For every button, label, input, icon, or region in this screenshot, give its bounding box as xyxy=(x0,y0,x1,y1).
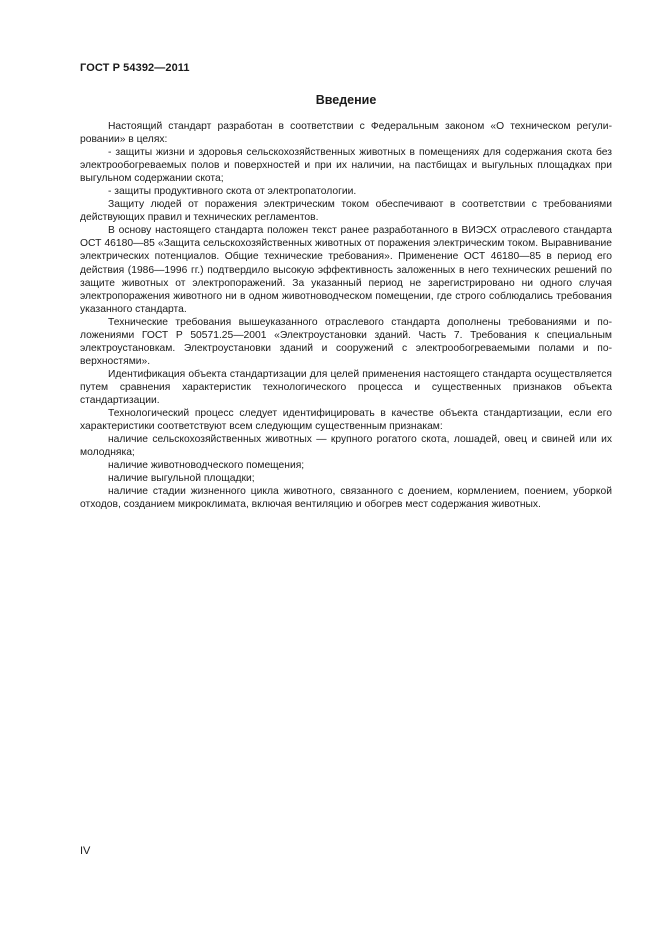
document-body xyxy=(80,120,612,511)
paragraph-goal-life-health: - защиты жизни и здоровья сельскохозяйственных животных в помещениях для содержания скота без электрообогреваемых полов и поверхностей и при их наличии, на пастбищах и выгульных площадках при выгульном содержании скота; xyxy=(80,147,612,185)
paragraph-technical-requirements: Технические требования вышеуказанного отраслевого стандарта дополнены требованиями и положениями ГОСТ Р 50571.25—2001 «Электроустановки зданий. Часть 7. Требования к специальным электроустановкам. Электроустановки зданий и сооружений с электрообогреваемыми полами и поверхностями». xyxy=(80,316,612,367)
paragraph-intro: Настоящий стандарт разработан в соответствии с Федеральным законом «О техническом регулировании» в целях: xyxy=(80,121,612,146)
list-item-animals: наличие сельскохозяйственных животных — крупного рогатого скота, лошадей, овец и свиней или их молодняка; xyxy=(80,434,612,459)
list-item-livestock-building: наличие животноводческого помещения; xyxy=(108,460,305,472)
paragraph-goal-electropathology: - защиты продуктивного скота от электропатологии. xyxy=(108,186,357,198)
paragraph-identification: Идентификация объекта стандартизации для целей применения настоящего стандарта осуществляется путем сравнения характеристик технологического процесса и существенных признаков объекта стандартизации. xyxy=(80,368,612,406)
paragraph-people-protection: Защиту людей от поражения электрическим током обеспечивают в соответствии с требованиями действующих правил и технических регламентов. xyxy=(80,199,612,224)
document-code-header: ГОСТ Р 54392—2011 xyxy=(80,62,190,74)
list-item-outdoor-yard: наличие выгульной площадки; xyxy=(108,473,255,485)
paragraph-process-identification: Технологический процесс следует идентифицировать в качестве объекта стандартизации, если его характеристики соответствуют всем следующим существенным признакам: xyxy=(80,408,612,433)
list-item-life-cycle-stage: наличие стадии жизненного цикла животного, связанного с доением, кормлением, поением, уборкой отходов, созданием микроклимата, включая вентиляцию и обогрев мест содержания животных. xyxy=(80,486,612,511)
page-number: IV xyxy=(80,845,91,857)
section-title: Введение xyxy=(315,93,377,107)
paragraph-ost-basis: В основу настоящего стандарта положен текст ранее разработанного в ВИЭСХ отраслевого стандарта ОСТ 46180—85 «Защита сельскохозяйственных животных от поражения электрическим током. Выравнивание электрических потенциалов. Общие технические требования». Применение ОСТ 46180—85 в период его действия (1986—1996 гг.) подтвердило высокую эффективность заложенных в него технических решений по защите животных от электропоражений. За указанный период не зарегистрировано ни одного случая электропоражения животного ни в одном животноводческом помещении, где строго соблюдались требования указанного стандарта. xyxy=(80,225,612,315)
